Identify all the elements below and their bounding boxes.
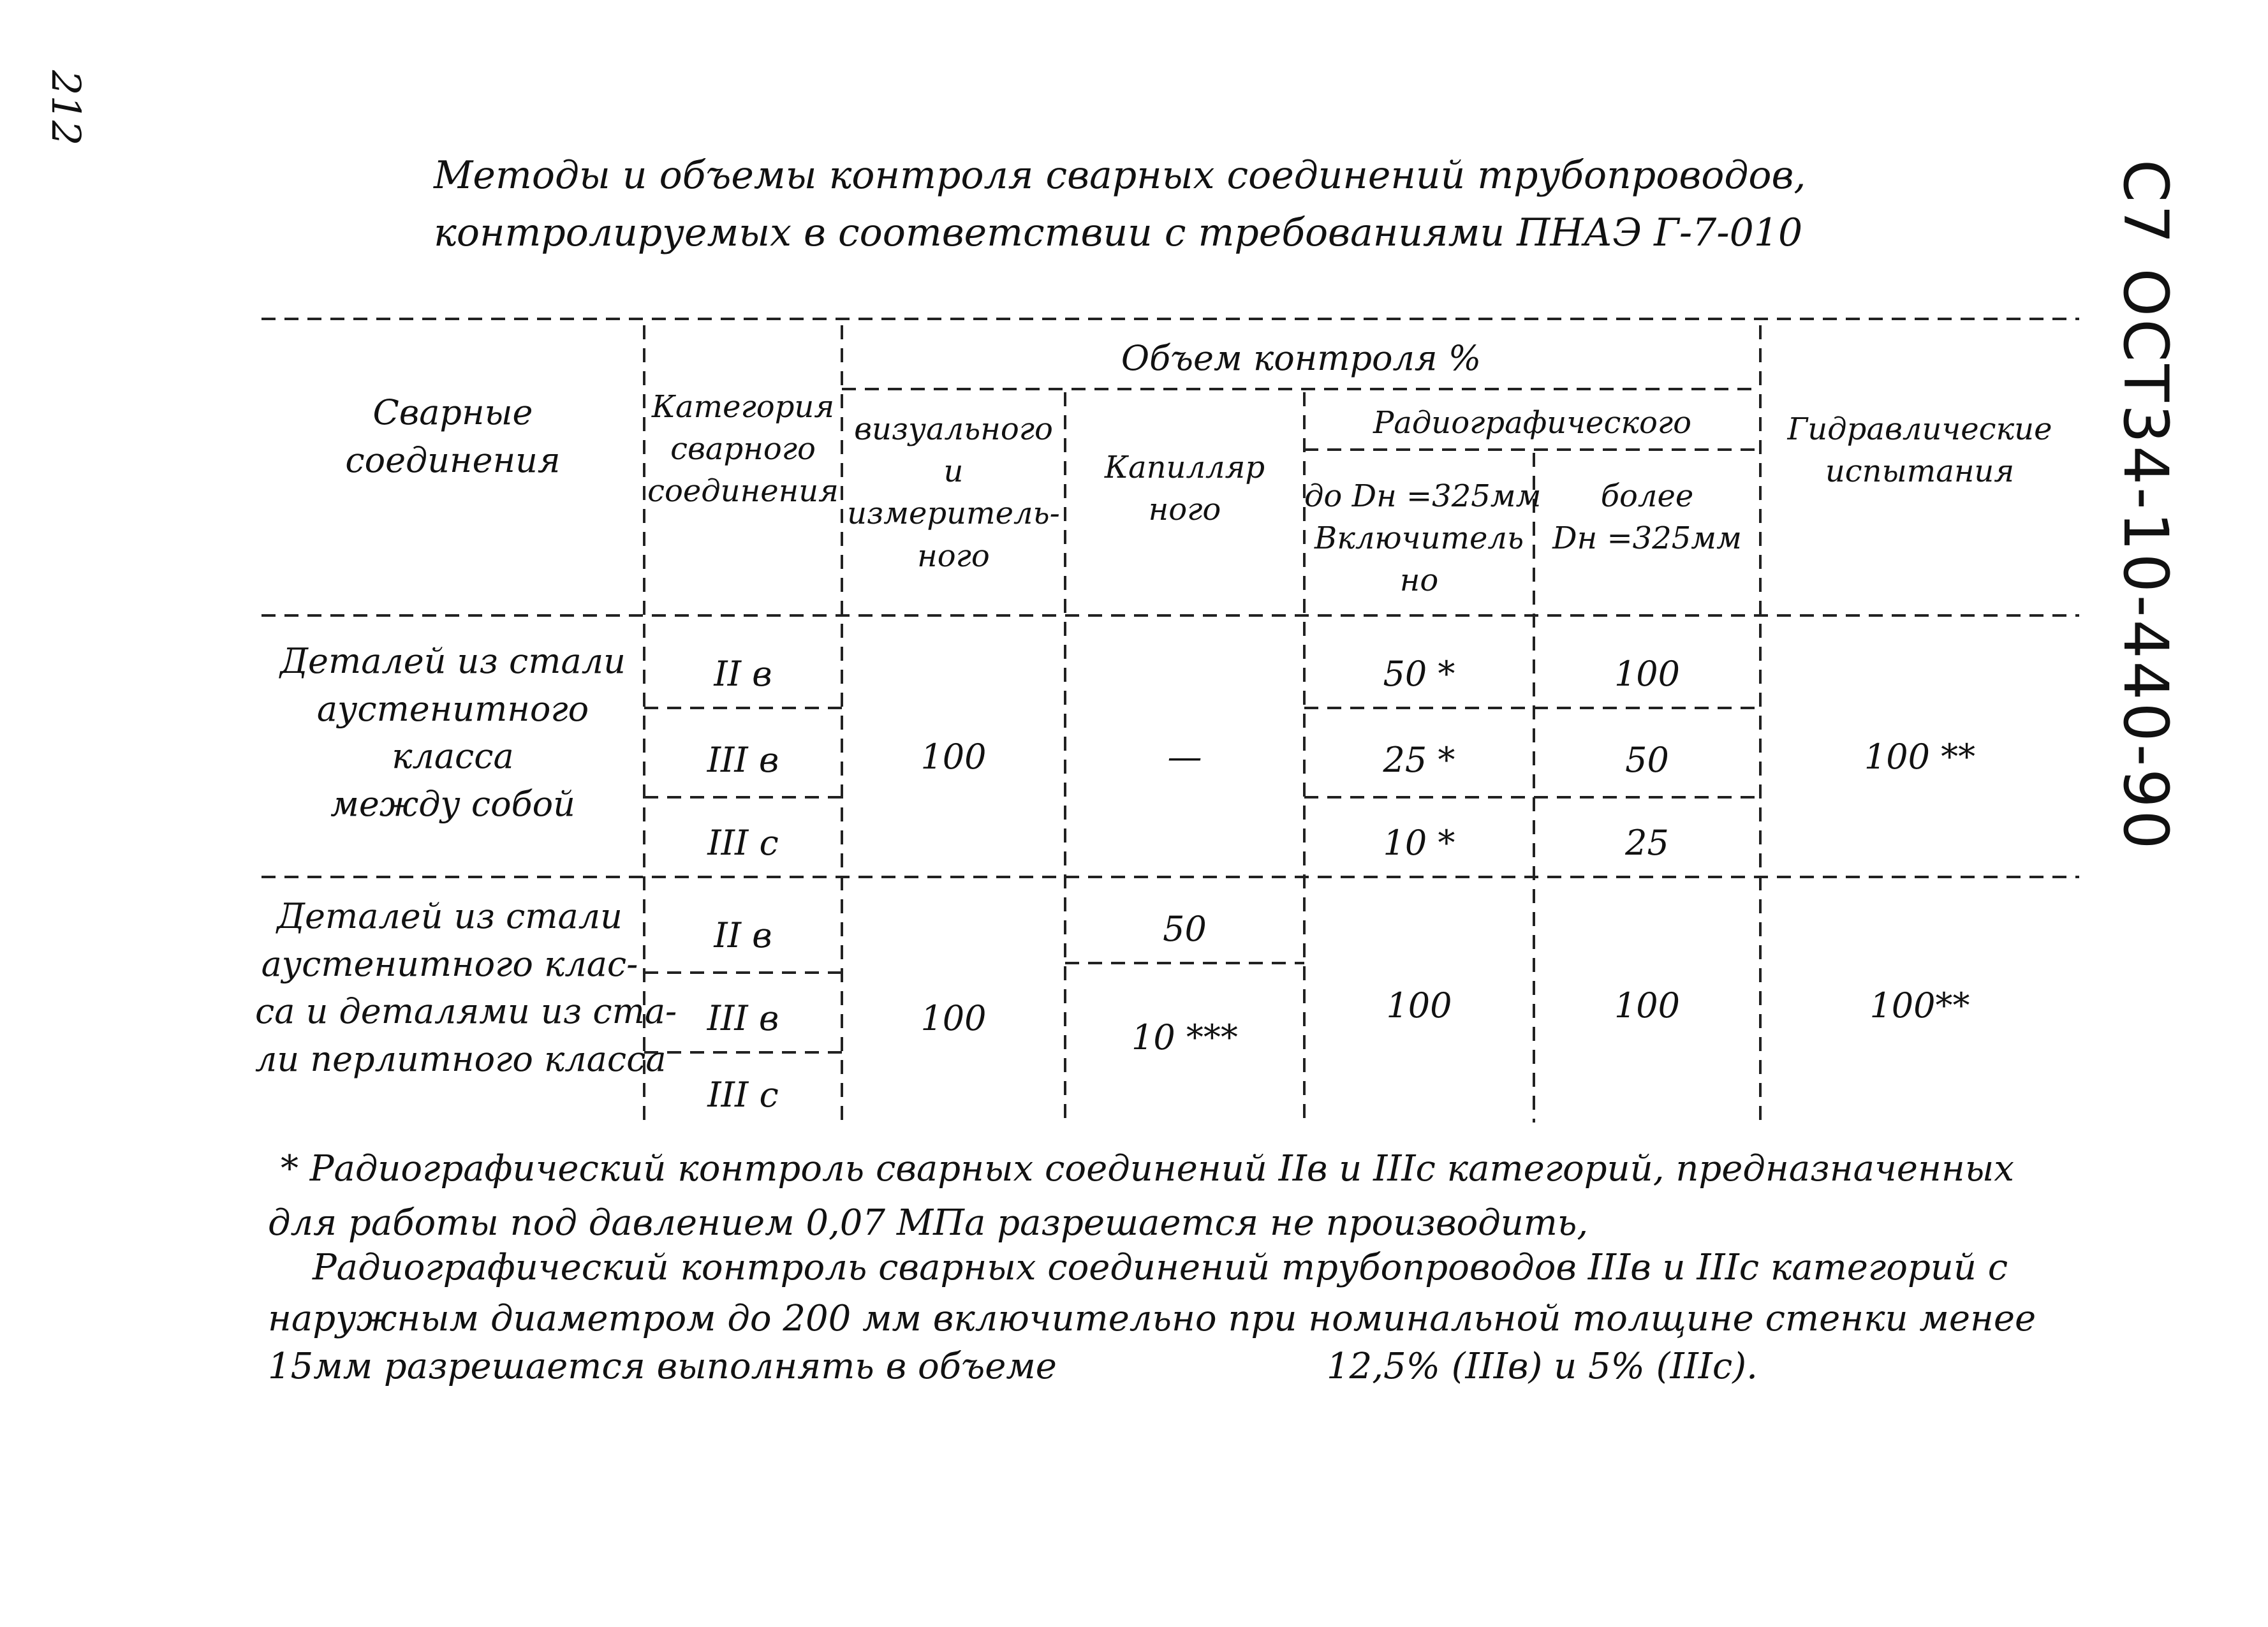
header-visual: визуального и измеритель- ного [847,411,1060,574]
group1-hydraulic: 100 ** [1864,737,1976,777]
footnote-line-6: 12,5% (IIIв) и 5% (IIIс). [1327,1346,1758,1387]
group1-rad-le-2: 25 * [1383,740,1455,780]
document-code: С7 ОСТ34-10-440-90 [2110,159,2181,852]
header-rad-le-325: до Dн =325мм Включитель но [1304,478,1542,599]
footnote-line-2: для работы под давлением 0,07 МПа разрешается не производить, [268,1202,1589,1244]
group2-label: Деталей из стали аустенитного клас- са и деталями из ста- ли перлитного класса [255,896,677,1079]
group1-rad-le-3: 10 * [1383,823,1455,863]
header-hydraulic: Гидравлические испытания [1787,411,2052,490]
group2-capillary-2: 10 *** [1131,1017,1238,1057]
group2-category-3: III с [707,1075,779,1115]
header-volume: Объем контроля % [1121,338,1482,378]
group2-category-2: III в [707,998,779,1038]
footnote-line-4: наружным диаметром до 200 мм включительно при номинальной толщине стенки менее [268,1298,2036,1339]
title-line-2: контролируемых в соответствии с требованиями ПНАЭ Г-7-010 [434,210,1803,255]
header-welded-joints: Сварные соединения [345,392,561,480]
title-line-1: Методы и объемы контроля сварных соединений трубопроводов, [434,153,1806,198]
group1-capillary: — [1167,737,1202,777]
group1-rad-le-1: 50 * [1383,654,1455,694]
group2-rad-gt: 100 [1614,985,1681,1026]
group1-category-1: II в [714,654,772,694]
group2-category-1: II в [714,915,772,955]
group1-category-2: III в [707,740,779,780]
footnote-line-5: 15мм разрешается выполнять в объеме [268,1346,1057,1387]
header-rad-gt-325: более Dн =325мм [1552,478,1742,557]
group2-capillary-1: 50 [1163,909,1207,949]
page-number: 212 [43,70,89,146]
group1-rad-gt-2: 50 [1625,740,1669,780]
group1-rad-gt-3: 25 [1625,823,1669,863]
footnote-line-1: * Радиографический контроль сварных соединений IIв и IIIс категорий, предназначенных [281,1148,2014,1189]
group1-label: Деталей из стали аустенитного класса между собой [280,641,626,824]
group2-rad-le: 100 [1386,985,1452,1026]
group1-rad-gt-1: 100 [1614,654,1681,694]
group1-category-3: III с [707,823,779,863]
header-radiographic: Радиографического [1373,405,1692,441]
header-capillary: Капилляр ного [1104,450,1265,528]
group1-visual: 100 [920,737,987,777]
header-category: Категория сварного соединения [647,389,839,510]
group2-visual: 100 [920,998,987,1038]
footnote-line-3: Радиографический контроль сварных соединений трубопроводов IIIв и IIIс категорий с [313,1247,2008,1288]
group2-hydraulic: 100** [1869,985,1970,1026]
